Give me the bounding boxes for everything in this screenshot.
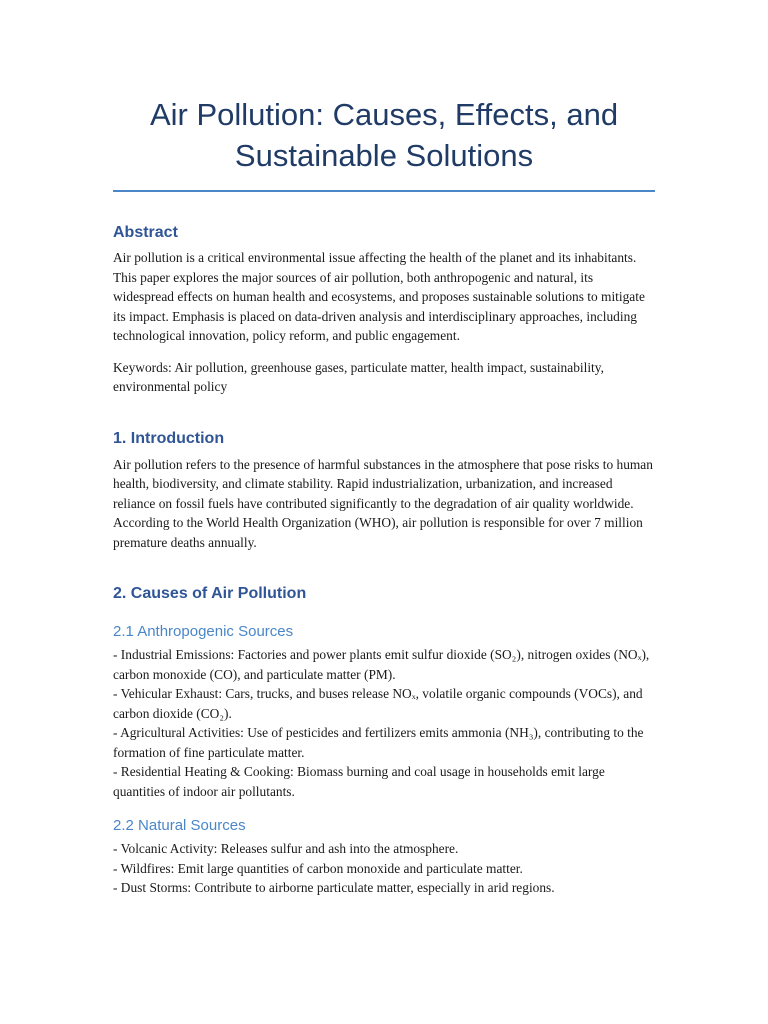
keywords-paragraph: Keywords: Air pollution, greenhouse gases, particulate matter, health impact, sustainability, environmental policy	[113, 359, 604, 394]
list-item: - Agricultural Activities: Use of pesticides and fertilizers emits ammonia (NH₃), contributing to the formation of fine particulate matter.	[113, 725, 644, 760]
document-page	[113, 0, 655, 898]
introduction-paragraph: Air pollution refers to the presence of harmful substances in the atmosphere that pose risks to human health, biodiversity, and climate stability. Rapid industrialization, urbanization, and increased reliance on fossil fuels have contributed significantly to the degradation of air quality worldwide. According to the World Health Organization (WHO), air pollution is responsible for over 7 million premature deaths annually.	[113, 456, 653, 550]
abstract-heading: Abstract	[113, 224, 178, 241]
list-item: - Dust Storms: Contribute to airborne particulate matter, especially in arid regions.	[113, 880, 555, 895]
list-item: - Vehicular Exhaust: Cars, trucks, and buses release NOₓ, volatile organic compounds (VOCs), and carbon dioxide (CO₂).	[113, 686, 643, 721]
natural-sources-list	[113, 839, 655, 898]
title-divider	[113, 190, 655, 192]
list-item: - Residential Heating & Cooking: Biomass burning and coal usage in households emit large quantities of indoor air pollutants.	[113, 764, 605, 799]
list-item: - Volcanic Activity: Releases sulfur and ash into the atmosphere.	[113, 841, 459, 856]
list-item: - Industrial Emissions: Factories and power plants emit sulfur dioxide (SO₂), nitrogen oxides (NOₓ), carbon monoxide (CO), and particulate matter (PM).	[113, 647, 650, 682]
document-title: Air Pollution: Causes, Effects, and Sustainable Solutions	[149, 97, 619, 173]
causes-heading: 2. Causes of Air Pollution	[113, 585, 307, 602]
anthropogenic-sources-list	[113, 645, 655, 801]
list-item: - Wildfires: Emit large quantities of carbon monoxide and particulate matter.	[113, 860, 523, 876]
introduction-heading: 1. Introduction	[113, 429, 225, 447]
abstract-paragraph: Air pollution is a critical environmental issue affecting the health of the planet and its inhabitants. This paper explores the major sources of air pollution, both anthropogenic and natural, its widespread effects on human health and ecosystems, and proposes sustainable solutions to mitigate its impact. Emphasis is placed on data-driven analysis and interdisciplinary approaches, including technological innovation, policy reform, and public engagement.	[113, 250, 645, 343]
anthropogenic-sources-heading: 2.1 Anthropogenic Sources	[113, 623, 294, 640]
natural-sources-heading: 2.2 Natural Sources	[113, 817, 246, 834]
